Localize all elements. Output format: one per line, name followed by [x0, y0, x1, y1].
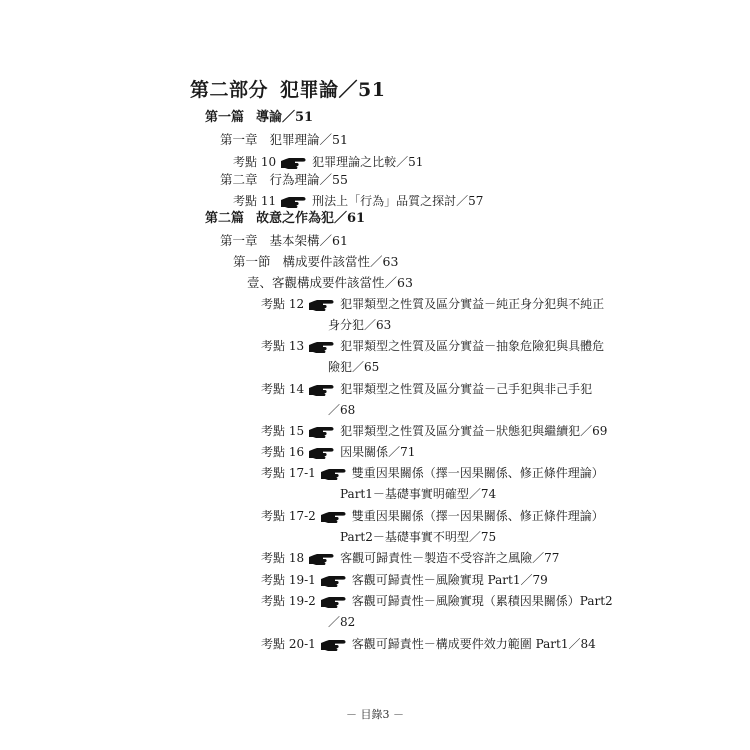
toc-kaodian-12-cont [328, 317, 391, 333]
kaodian-title: 客觀可歸責性－風險實現（累積因果關係）Part2 [351, 594, 613, 608]
toc-title: 基本架構／61 [269, 233, 348, 248]
pointing-hand-icon [320, 638, 346, 652]
kaodian-title: 刑法上「行為」品質之探討／57 [312, 194, 484, 208]
toc-kaodian-12[interactable] [261, 296, 604, 312]
kaodian-title: 客觀可歸責性－風險實現 Part1／79 [351, 573, 548, 587]
toc-chapter[interactable] [220, 233, 348, 249]
toc-label: 第一篇 [205, 110, 245, 125]
pointing-hand-icon [308, 552, 334, 566]
pointing-hand-icon [308, 425, 334, 439]
toc-part-1[interactable] [205, 110, 313, 126]
kaodian-label: 考點 15 [261, 424, 305, 438]
kaodian-label: 考點 12 [261, 297, 305, 311]
kaodian-title-cont: Part2－基礎事實不明型／75 [340, 530, 497, 544]
kaodian-label: 考點 13 [261, 339, 305, 353]
kaodian-title: 因果關係／71 [340, 445, 416, 459]
kaodian-label: 考點 20-1 [261, 637, 316, 651]
toc-kaodian-15[interactable] [261, 423, 607, 439]
kaodian-label: 考點 11 [233, 194, 277, 208]
kaodian-title: 犯罪類型之性質及區分實益－純正身分犯與不純正 [340, 297, 605, 311]
kaodian-label: 考點 10 [233, 155, 277, 169]
toc-kaodian-14[interactable] [261, 381, 592, 397]
pointing-hand-icon [308, 446, 334, 460]
toc-part-2[interactable] [205, 211, 365, 227]
toc-kaodian-13[interactable] [261, 338, 604, 354]
toc-kaodian-18[interactable] [261, 550, 559, 566]
kaodian-title: 雙重因果關係（擇一因果關係、修正條件理論） [351, 466, 604, 480]
toc-label: 第一章 [220, 233, 258, 248]
toc-chapter[interactable] [220, 172, 348, 188]
kaodian-label: 考點 19-1 [261, 573, 316, 587]
kaodian-label: 考點 17-1 [261, 466, 316, 480]
toc-kaodian-16[interactable] [261, 444, 415, 460]
kaodian-title: 犯罪類型之性質及區分實益－狀態犯與繼續犯／69 [340, 424, 608, 438]
pointing-hand-icon [308, 383, 334, 397]
kaodian-title: 犯罪理論之比較／51 [312, 155, 424, 169]
pointing-hand-icon [280, 156, 306, 170]
kaodian-title-cont: 險犯／65 [328, 360, 380, 374]
kaodian-title-cont: 身分犯／63 [328, 318, 392, 332]
pointing-hand-icon [308, 298, 334, 312]
pointing-hand-icon [280, 195, 306, 209]
kaodian-title: 雙重因果關係（擇一因果關係、修正條件理論） [351, 509, 604, 523]
toc-kaodian-19-2-cont [328, 614, 355, 630]
kaodian-label: 考點 19-2 [261, 594, 316, 608]
kaodian-title: 犯罪類型之性質及區分實益－抽象危險犯與具體危 [340, 339, 605, 353]
toc-kaodian-19-2[interactable] [261, 593, 613, 609]
kaodian-label: 考點 14 [261, 382, 305, 396]
kaodian-title-cont: ／68 [328, 403, 356, 417]
toc-title: 犯罪理論／51 [269, 132, 348, 147]
toc-label: 第一節 [233, 254, 271, 269]
toc-kaodian-19-1[interactable] [261, 572, 548, 588]
kaodian-title: 客觀可歸責性－構成要件效力範圍 Part1／84 [351, 637, 596, 651]
part-heading [190, 78, 385, 102]
toc-title: 構成要件該當性／63 [282, 254, 399, 269]
toc-title: 故意之作為犯／61 [256, 211, 366, 226]
toc-title: 壹、客觀構成要件該當性／63 [247, 275, 413, 290]
toc-kaodian-20-1[interactable] [261, 636, 596, 652]
kaodian-label: 考點 16 [261, 445, 305, 459]
toc-label: 第二章 [220, 172, 258, 187]
part-label: 第二部分 [190, 79, 269, 101]
pointing-hand-icon [320, 595, 346, 609]
toc-kaodian-17-1[interactable] [261, 465, 604, 481]
toc-chapter[interactable] [220, 132, 348, 148]
kaodian-title: 客觀可歸責性－製造不受容許之風險／77 [340, 551, 560, 565]
pointing-hand-icon [308, 340, 334, 354]
kaodian-title-cont: ／82 [328, 615, 356, 629]
page-footer: － 目錄3 － [346, 708, 404, 721]
toc-kaodian-10[interactable] [233, 154, 423, 170]
toc-kaodian-17-2-cont [340, 529, 496, 545]
kaodian-label: 考點 17-2 [261, 509, 316, 523]
pointing-hand-icon [320, 510, 346, 524]
pointing-hand-icon [320, 467, 346, 481]
toc-kaodian-17-1-cont [340, 486, 496, 502]
kaodian-title: 犯罪類型之性質及區分實益－己手犯與非己手犯 [340, 382, 593, 396]
kaodian-title-cont: Part1－基礎事實明確型／74 [340, 487, 497, 501]
toc-title: 導論／51 [256, 110, 314, 125]
toc-kaodian-13-cont [328, 359, 379, 375]
toc-kaodian-14-cont [328, 402, 355, 418]
part-title: 犯罪論／51 [280, 79, 386, 101]
toc-title: 行為理論／55 [269, 172, 348, 187]
pointing-hand-icon [320, 574, 346, 588]
toc-subsection[interactable] [247, 275, 413, 291]
toc-kaodian-11[interactable] [233, 193, 483, 209]
toc-section[interactable] [233, 254, 398, 270]
toc-label: 第二篇 [205, 211, 245, 226]
toc-label: 第一章 [220, 132, 258, 147]
toc-kaodian-17-2[interactable] [261, 508, 604, 524]
kaodian-label: 考點 18 [261, 551, 305, 565]
